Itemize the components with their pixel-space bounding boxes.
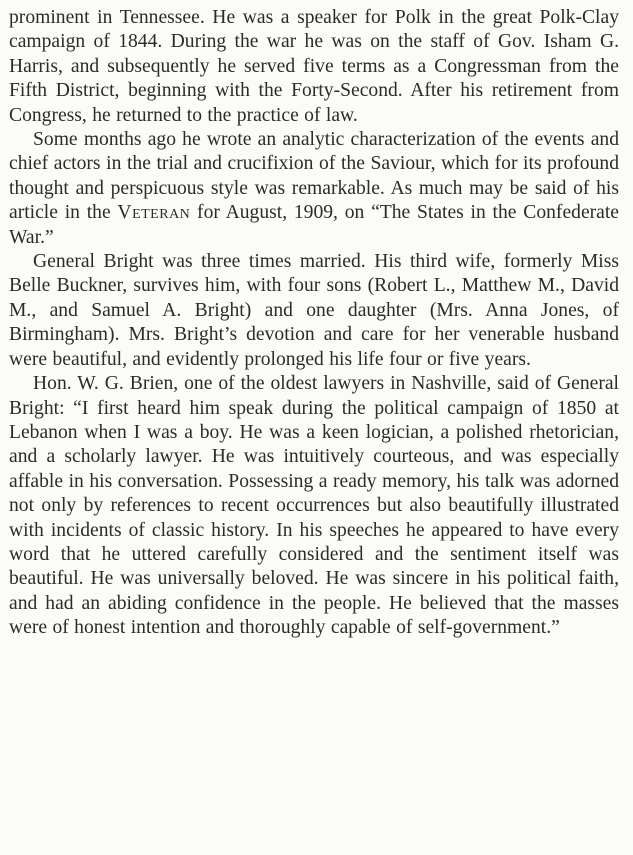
paragraph-text: Hon. W. G. Brien, one of the oldest lawyers in Nashville, said of General Bright: “I first heard him speak during the political campaign of 1850 at Lebanon when I was a boy. He was a keen logician, a polished rhetorician, and a scholarly lawyer. He was intuitively courteous, and was especially affable in his conversation. Possessing a ready memory, his talk was adorned not only by references to recent occurrences but also beautifully illustrated with incidents of classic history. In his speeches he appeared to have every word that he uttered carefully considered and the sentiment itself was beautiful. He was universally beloved. He was sincere in his political faith, and had an abiding confidence in the people. He believed that the masses were of honest intention and thoroughly capable of self-government.” [9,373,619,639]
paragraph-text: prominent in Tennessee. He was a speaker for Polk in the great Polk-Clay campaign of 1844. During the war he was on the staff of Gov. Isham G. Harris, and subsequently he served five terms as a Congressman from the Fifth District, beginning with the Forty-Second. After his retirement from Congress, he returned to the practice of law. [9,7,619,126]
paragraph-writings [9,128,619,250]
paragraph-family [9,250,619,372]
paragraph-career [9,6,619,128]
paragraph-text: General Bright was three times married. His third wife, formerly Miss Belle Buckner, survives him, with four sons (Robert L., Matthew M., David M., and Samuel A. Bright) and one daughter (Mrs. Anna Jones, of Birmingham). Mrs. Bright’s devotion and care for her venerable husband were beautiful, and evidently prolonged his life four or five years. [9,251,619,370]
paragraph-text: Some months ago he wrote an analytic characterization of the events and chief actors in the trial and crucifixion of the Saviour, which for its profound thought and perspicuous style was remarkable. As much may be said of his article in the [9,129,619,224]
journal-name: Veteran [117,202,191,224]
paragraph-tribute [9,372,619,640]
paragraph-text: for August, 1909, on “The States in the Confederate War.” [9,202,619,248]
